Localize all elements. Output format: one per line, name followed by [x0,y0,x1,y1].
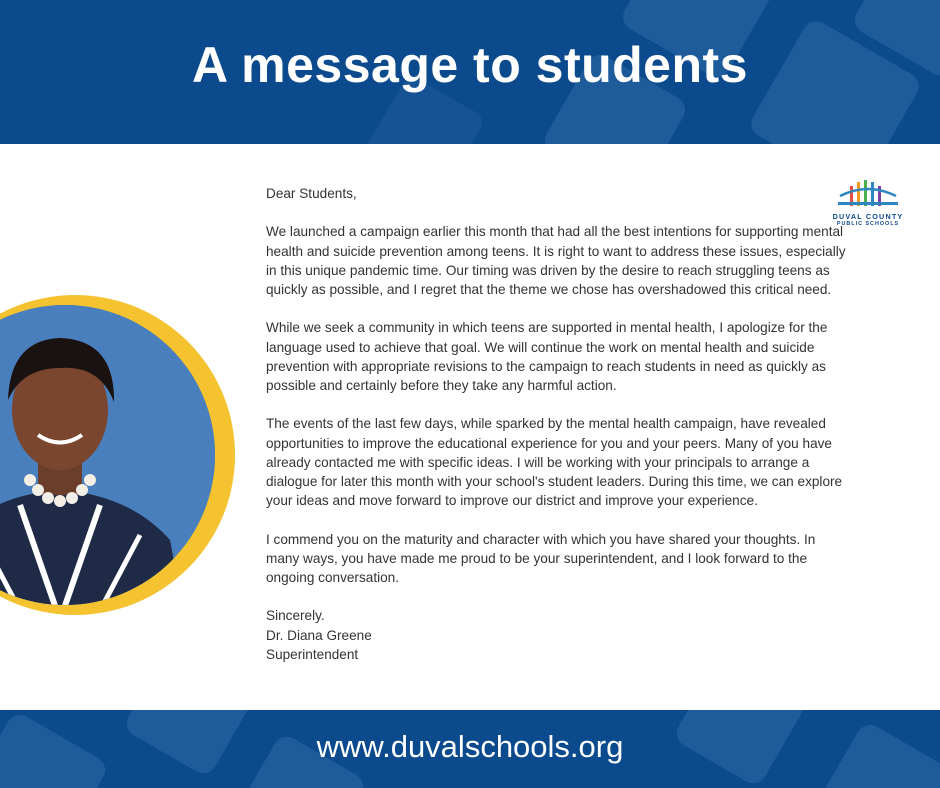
letter-closing: Sincerely. [266,608,325,624]
logo-text-county: DUVAL COUNTY [832,212,904,221]
letter-paragraph: While we seek a community in which teens are supported in mental health, I apologize for the language used to achieve that goal. We will continue the work on mental health and suicide prevention with appropriate revisions to the campaign to reach students in need as quickly as possible and certainly before they take any harmful action. [266,320,828,393]
letter-paragraph: The events of the last few days, while sparked by the mental health campaign, have revealed opportunities to improve the educational experience for you and your peers. Many of you have already contacted me with specific ideas. I will be working with your principals to arrange a dialogue for later this month with your school's student leaders. During this time, we can explore your ideas and move forward to improve our district and improve your experience. [266,416,843,509]
letter-body [266,184,846,664]
letter-paragraph: I commend you on the maturity and character with which you have shared your thoughts. In many ways, you have made me proud to be your superintendent, and I look forward to the ongoing conversation. [266,531,816,585]
superintendent-portrait [0,290,240,620]
letter-paragraph: We launched a campaign earlier this month that had all the best intentions for supporting mental health and suicide prevention among teens. It is right to want to address these issues, especially in this unique pandemic time. Our timing was driven by the desire to reach struggling teens as quickly as possible, and I regret that the theme we chose has overshadowed this critical need. [266,224,846,297]
website-link[interactable]: www.duvalschools.org [316,729,624,764]
letter-signer: Dr. Diana Greene [266,627,372,643]
letter-salutation: Dear Students, [266,186,357,201]
page-title: A message to students [191,37,748,93]
letter-signer-title: Superintendent [266,646,359,662]
logo-text-schools: PUBLIC SCHOOLS [836,221,900,227]
